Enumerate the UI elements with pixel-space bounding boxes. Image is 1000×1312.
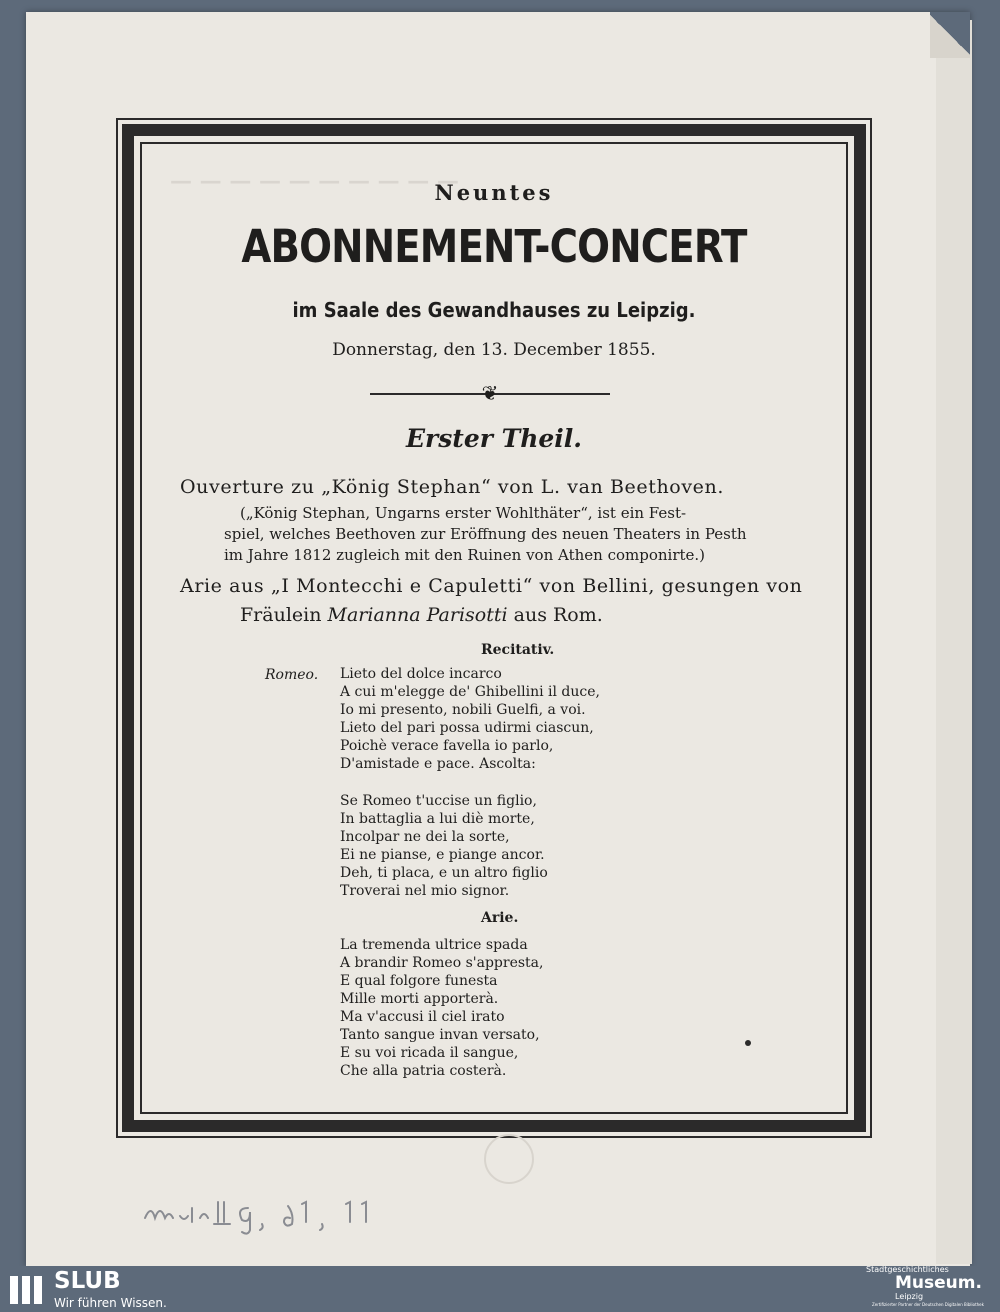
slub-logo-icon	[10, 1276, 42, 1304]
verse-line: Deh, ti placa, e un altro figlio	[340, 865, 548, 881]
ink-dot	[745, 1040, 751, 1046]
recitativ-heading: Recitativ.	[481, 642, 555, 658]
singer-name: Marianna Parisotti	[327, 604, 508, 626]
part-heading: Erster Theil.	[405, 424, 582, 453]
arie-heading: Arie.	[481, 910, 519, 926]
arie-verse	[340, 936, 543, 1080]
pre-title: Neuntes	[434, 180, 554, 205]
bleed-through-text: — — — — — — — — — —	[170, 168, 459, 194]
verse-line: Io mi presento, nobili Guelfi, a voi.	[340, 702, 586, 718]
program-item-aria-singer-line	[240, 604, 603, 626]
verse-line: E qual folgore funesta	[340, 973, 498, 989]
library-stamp	[484, 1134, 534, 1184]
singer-suffix: aus Rom.	[507, 604, 603, 626]
page-title: ABONNEMENT-CONCERT	[241, 220, 747, 273]
verse-line: Troverai nel mio signor.	[340, 883, 510, 899]
verse-line: La tremenda ultrice spada	[340, 937, 528, 953]
verse-line: A brandir Romeo s'appresta,	[340, 955, 544, 971]
verse-line: Ei ne pianse, e piange ancor.	[340, 847, 545, 863]
program-content	[140, 142, 848, 1114]
library-name: SLUB	[54, 1268, 121, 1294]
concert-date: Donnerstag, den 13. December 1855.	[332, 340, 656, 360]
divider-ornament-icon: ❦	[481, 381, 499, 405]
verse-line: Lieto del dolce incarco	[340, 666, 502, 682]
verse-line: Che alla patria costerà.	[340, 1063, 507, 1079]
venue-subtitle: im Saale des Gewandhauses zu Leipzig.	[292, 298, 696, 322]
verse-line: Se Romeo t'uccise un figlio,	[340, 793, 537, 809]
overture-note-line: („König Stephan, Ungarns erster Wohlthäter“, ist ein Fest-	[240, 504, 687, 522]
verse-stanza-2	[340, 792, 548, 900]
verse-line: E su voi ricada il sangue,	[340, 1045, 519, 1061]
verse-stanza-1	[340, 665, 600, 773]
museum-city: Leipzig	[895, 1292, 924, 1301]
museum-name: Museum.	[895, 1273, 982, 1293]
verse-line: In battaglia a lui diè morte,	[340, 811, 535, 827]
verse-line: Ma v'accusi il ciel irato	[340, 1009, 505, 1025]
library-tagline: Wir führen Wissen.	[54, 1296, 167, 1310]
verse-line: Tanto sangue invan versato,	[340, 1027, 540, 1043]
verse-line: Mille morti apporterà.	[340, 991, 499, 1007]
paper-edge	[936, 20, 972, 1264]
handwritten-shelfmark	[140, 1188, 440, 1238]
verse-line: Lieto del pari possa udirmi ciascun,	[340, 720, 594, 736]
museum-note: Zertifizierter Partner der Deutschen Digitalen Bibliothek	[872, 1302, 984, 1307]
program-item-aria: Arie aus „I Montecchi e Capuletti“ von Bellini, gesungen von	[180, 575, 803, 597]
museum-label: Stadtgeschichtliches	[866, 1265, 949, 1274]
program-item-overture: Ouverture zu „König Stephan“ von L. van Beethoven.	[180, 476, 724, 498]
verse-line: Incolpar ne dei la sorte,	[340, 829, 510, 845]
verse-line: A cui m'elegge de' Ghibellini il duce,	[340, 684, 600, 700]
verse-line: Poichè verace favella io parlo,	[340, 738, 554, 754]
overture-note-line: spiel, welches Beethoven zur Eröffnung des neuen Theaters in Pesth	[224, 525, 747, 543]
overture-note-line: im Jahre 1812 zugleich mit den Ruinen von Athen componirte.)	[224, 546, 706, 564]
singer-prefix: Fräulein	[240, 604, 328, 626]
corner-fold	[930, 12, 970, 58]
role-name: Romeo.	[265, 667, 319, 683]
verse-line: D'amistade e pace. Ascolta:	[340, 756, 536, 772]
